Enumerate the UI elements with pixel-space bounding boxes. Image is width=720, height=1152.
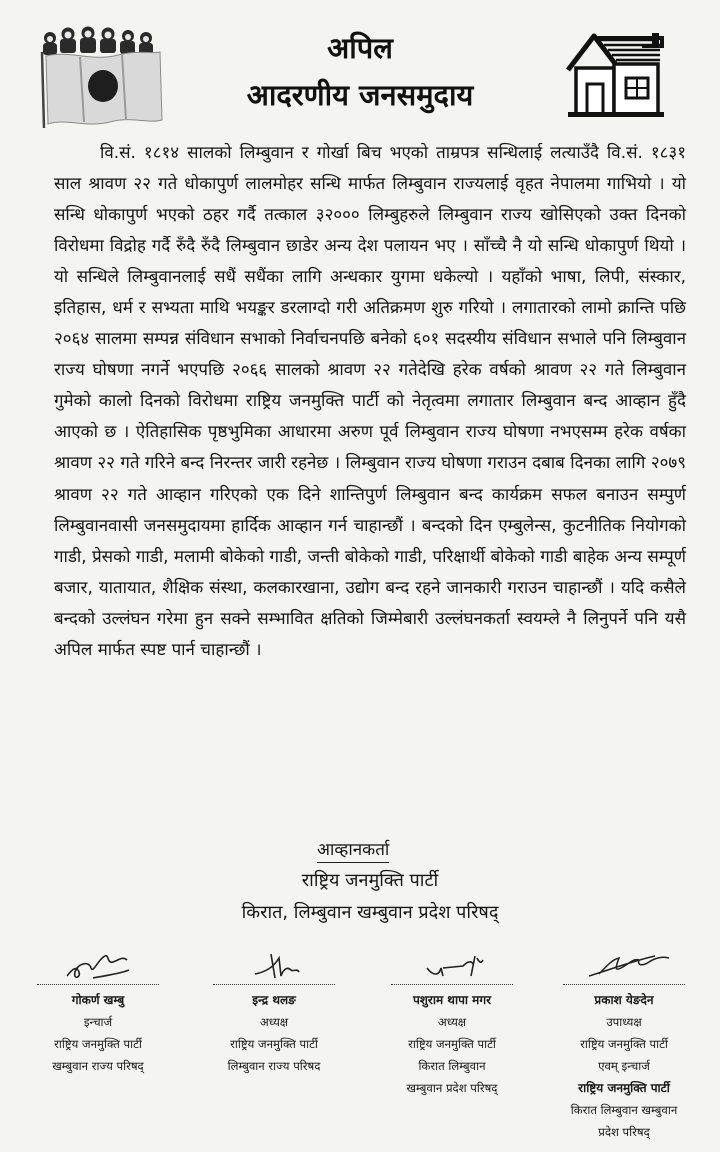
page-subtitle: आदरणीय जनसमुदाय [246, 78, 474, 112]
signatory-3 [366, 946, 538, 1099]
party-name: राष्ट्रिय जनमुक्ति पार्टी [301, 870, 439, 891]
signatory-role: इन्चार्ज [83, 1015, 113, 1029]
signatory-2 [188, 946, 360, 1077]
signature-line [213, 984, 335, 985]
signature-icon [33, 946, 163, 984]
signatory-4 [538, 946, 710, 1143]
signatory-role: अध्यक्ष [259, 1015, 289, 1029]
house-icon [566, 32, 666, 118]
page-title: अपिल [327, 31, 393, 65]
signature-icon [559, 946, 689, 984]
signature-line [391, 984, 513, 985]
signatory-name: गोकर्ण खम्बु [71, 993, 125, 1007]
signature-icon [387, 946, 517, 984]
signatory-council: लिम्बुवान राज्य परिषद [227, 1059, 321, 1073]
caller-label: आव्हानकर्ता [317, 837, 389, 863]
signatory-council: किरात लिम्बुवान [418, 1059, 486, 1073]
signatory-party-bold: राष्ट्रिय जनमुक्ति पार्टी [578, 1081, 670, 1095]
appeal-paragraph: वि.सं. १८१४ सालको लिम्बुवान र गोर्खा बिच भएको ताम्रपत्र सन्धिलाई लत्याउँदै वि.सं. १८३१ साल श्रावण २२ गते धोकापुर्ण लालमोहर सन्धि मार्फत लिम्बुवान राज्यलाई वृहत नेपालमा गाभियो । यो सन्धि धोकापुर्ण भएको ठहर गर्दै तत्काल ३२००० लिम्बुहरुले लिम्बुवान राज्य खोसिएको उक्त दिनको विरोधमा विद्रोह गर्दै रुँदै रुँदै लिम्बुवान छाडेर अन्य देश पलायन भए । साँच्चै नै यो सन्धि धोकापुर्ण थियो । यो सन्धिले लिम्बुवानलाई सधैं सधैंका लागि अन्धकार युगमा धकेल्यो । यहाँको भाषा, लिपी, संस्कार, इतिहास, धर्म र सभ्यता माथि भयङ्कर डरलाग्दो गरी अतिक्रमण शुरु गरियो । लगातारको लामो क्रान्ति पछि २०६४ सालमा सम्पन्न संविधान सभाको निर्वाचनपछि बनेको ६०१ सदस्यीय संविधान सभाले पनि लिम्बुवान राज्य घोषणा नगर्ने भएपछि २०६६ सालको श्रावण २२ गतेदेखि हरेक वर्षको श्रावण २२ गते लिम्बुवान गुमेको कालो दिनको विरोधमा राष्ट्रिय जनमुक्ति पार्टी को नेतृत्वमा लगातार लिम्बुवान बन्द आव्हान हुँदै आएको छ । ऐतिहासिक पृष्ठभुमिका आधारमा अरुण पूर्व लिम्बुवान राज्य घोषणा नभएसम्म हरेक वर्षका श्रावण २२ गते गरिने बन्द निरन्तर जारी रहनेछ । लिम्बुवान राज्य घोषणा गराउन दबाब दिनका लागि २०७९ श्रावण २२ गते आव्हान गरिएको एक दिने शान्तिपुर्ण लिम्बुवान बन्द कार्यक्रम सफल बनाउन सम्पुर्ण लिम्बुवानवासी जनसमुदायमा हार्दिक आव्हान गर्न चाहान्छौं । बन्दको दिन एम्बुलेन्स, कुटनीतिक नियोगको गाडी, प्रेसको गाडी, मलामी बोकेको गाडी, जन्ती बोकेको गाडी, परिक्षार्थी बोकेको गाडी बाहेक अन्य सम्पूर्ण बजार, यातायात, शैक्षिक संस्था, कलकारखाना, उद्योग बन्द रहने जानकारी गराउन चाहान्छौं । यदि कसैले बन्दको उल्लंघन गरेमा हुन सक्ने सम्भावित क्षतिको जिम्मेबारी उल्लंघनकर्ता स्वयम्ले नै लिनुपर्ने पनि यसै अपिल मार्फत स्पष्ट पार्न चाहान्छौं । [54, 142, 686, 659]
signatory-party: राष्ट्रिय जनमुक्ति पार्टी [54, 1037, 142, 1051]
signatory-party: राष्ट्रिय जनमुक्ति पार्टी [408, 1037, 496, 1051]
signature-line [563, 984, 685, 985]
signatory-extra-role: एवम् इन्चार्ज [598, 1059, 650, 1073]
signature-line [37, 984, 159, 985]
signatory-name: इन्द्र थलङ [252, 993, 296, 1007]
signatory-party: राष्ट्रिय जनमुक्ति पार्टी [580, 1037, 668, 1051]
signatory-council-cont: प्रदेश परिषद् [598, 1125, 650, 1139]
council-name: किरात, लिम्बुवान खम्बुवान प्रदेश परिषद् [241, 902, 499, 923]
signatory-council: खम्बुवान राज्य परिषद् [52, 1059, 144, 1073]
signature-icon [209, 946, 339, 984]
signatory-role: अध्यक्ष [437, 1015, 467, 1029]
signatory-role: उपाध्यक्ष [606, 1015, 642, 1029]
signatory-name: पशुराम थापा मगर [412, 993, 492, 1007]
signatory-council: किरात लिम्बुवान खम्बुवान [570, 1103, 678, 1117]
signatory-council-cont: खम्बुवान प्रदेश परिषद् [406, 1081, 498, 1095]
signatory-1 [12, 946, 184, 1077]
signatory-party: राष्ट्रिय जनमुक्ति पार्टी [230, 1037, 318, 1051]
signatory-name: प्रकाश येङदेन [594, 993, 654, 1007]
